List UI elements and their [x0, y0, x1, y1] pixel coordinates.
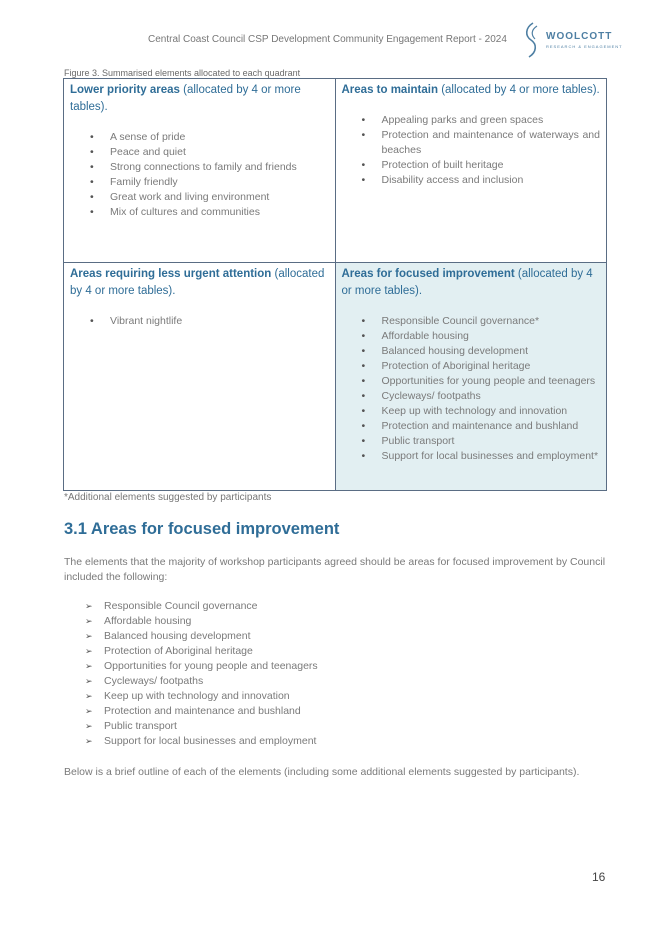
quadrant-title: Areas for focused improvement (allocated by 4 or more tables). [341, 268, 593, 297]
list-item: • A sense of pride [70, 130, 329, 145]
page-number: 16 [592, 870, 606, 884]
list-item: ➢ Keep up with technology and innovation [64, 689, 318, 704]
quadrant-less-urgent [64, 263, 336, 491]
logo-mark-icon [519, 20, 545, 60]
list-item: ➢ Opportunities for young people and teenagers [64, 659, 318, 674]
list-item: ➢ Public transport [64, 719, 318, 734]
list-item: • Protection of Aboriginal heritage [342, 359, 601, 374]
focused-improvement-list [64, 599, 318, 749]
quadrant-title: Lower priority areas (allocated by 4 or more tables). [70, 84, 301, 113]
quadrant-list [342, 113, 601, 188]
quadrant-table [63, 78, 607, 491]
list-item: • Peace and quiet [70, 145, 329, 160]
list-item: • Protection and maintenance of waterways and beaches [342, 128, 601, 158]
list-item: ➢ Balanced housing development [64, 629, 318, 644]
list-item: • Protection of built heritage [342, 158, 601, 173]
quadrant-list [70, 314, 329, 329]
list-item: • Cycleways/ footpaths [342, 389, 601, 404]
list-item: • Public transport [342, 434, 601, 449]
quadrant-title: Areas requiring less urgent attention (allocated by 4 or more tables). [70, 268, 325, 297]
list-item: ➢ Responsible Council governance [64, 599, 318, 614]
quadrant-maintain [335, 79, 607, 263]
figure-footnote: *Additional elements suggested by participants [64, 492, 272, 503]
list-item: ➢ Protection and maintenance and bushland [64, 704, 318, 719]
section-outro: Below is a brief outline of each of the elements (including some additional elements suggested by participants). [64, 766, 580, 778]
list-item: • Opportunities for young people and teenagers [342, 374, 601, 389]
figure-caption: Figure 3. Summarised elements allocated to each quadrant [64, 68, 301, 78]
woolcott-logo [519, 20, 623, 60]
quadrant-focused-improvement [335, 263, 607, 491]
list-item: • Appealing parks and green spaces [342, 113, 601, 128]
list-item: • Strong connections to family and friends [70, 160, 329, 175]
list-item: ➢ Cycleways/ footpaths [64, 674, 318, 689]
quadrant-list [70, 130, 329, 220]
list-item: • Mix of cultures and communities [70, 205, 329, 220]
list-item: ➢ Protection of Aboriginal heritage [64, 644, 318, 659]
list-item: • Protection and maintenance and bushland [342, 419, 601, 434]
list-item: • Disability access and inclusion [342, 173, 601, 188]
list-item: ➢ Support for local businesses and employment [64, 734, 318, 749]
logo-text: WOOLCOTT [546, 31, 613, 42]
list-item: • Keep up with technology and innovation [342, 404, 601, 419]
list-item: • Support for local businesses and employment* [342, 449, 601, 464]
list-item: ➢ Affordable housing [64, 614, 318, 629]
list-item: • Responsible Council governance* [342, 314, 601, 329]
section-heading: 3.1 Areas for focused improvement [64, 520, 340, 538]
quadrant-title: Areas to maintain (allocated by 4 or more tables). [341, 84, 600, 96]
list-item: • Balanced housing development [342, 344, 601, 359]
quadrant-list [342, 314, 601, 464]
list-item: • Family friendly [70, 175, 329, 190]
list-item: • Great work and living environment [70, 190, 329, 205]
list-item: • Affordable housing [342, 329, 601, 344]
logo-subtext: RESEARCH & ENGAGEMENT [546, 44, 623, 49]
quadrant-lower-priority [64, 79, 336, 263]
list-item: • Vibrant nightlife [70, 314, 329, 329]
page-header-title: Central Coast Council CSP Development Community Engagement Report - 2024 [148, 34, 507, 45]
section-intro: The elements that the majority of workshop participants agreed should be areas for focused improvement by Council included the following: [64, 556, 606, 583]
